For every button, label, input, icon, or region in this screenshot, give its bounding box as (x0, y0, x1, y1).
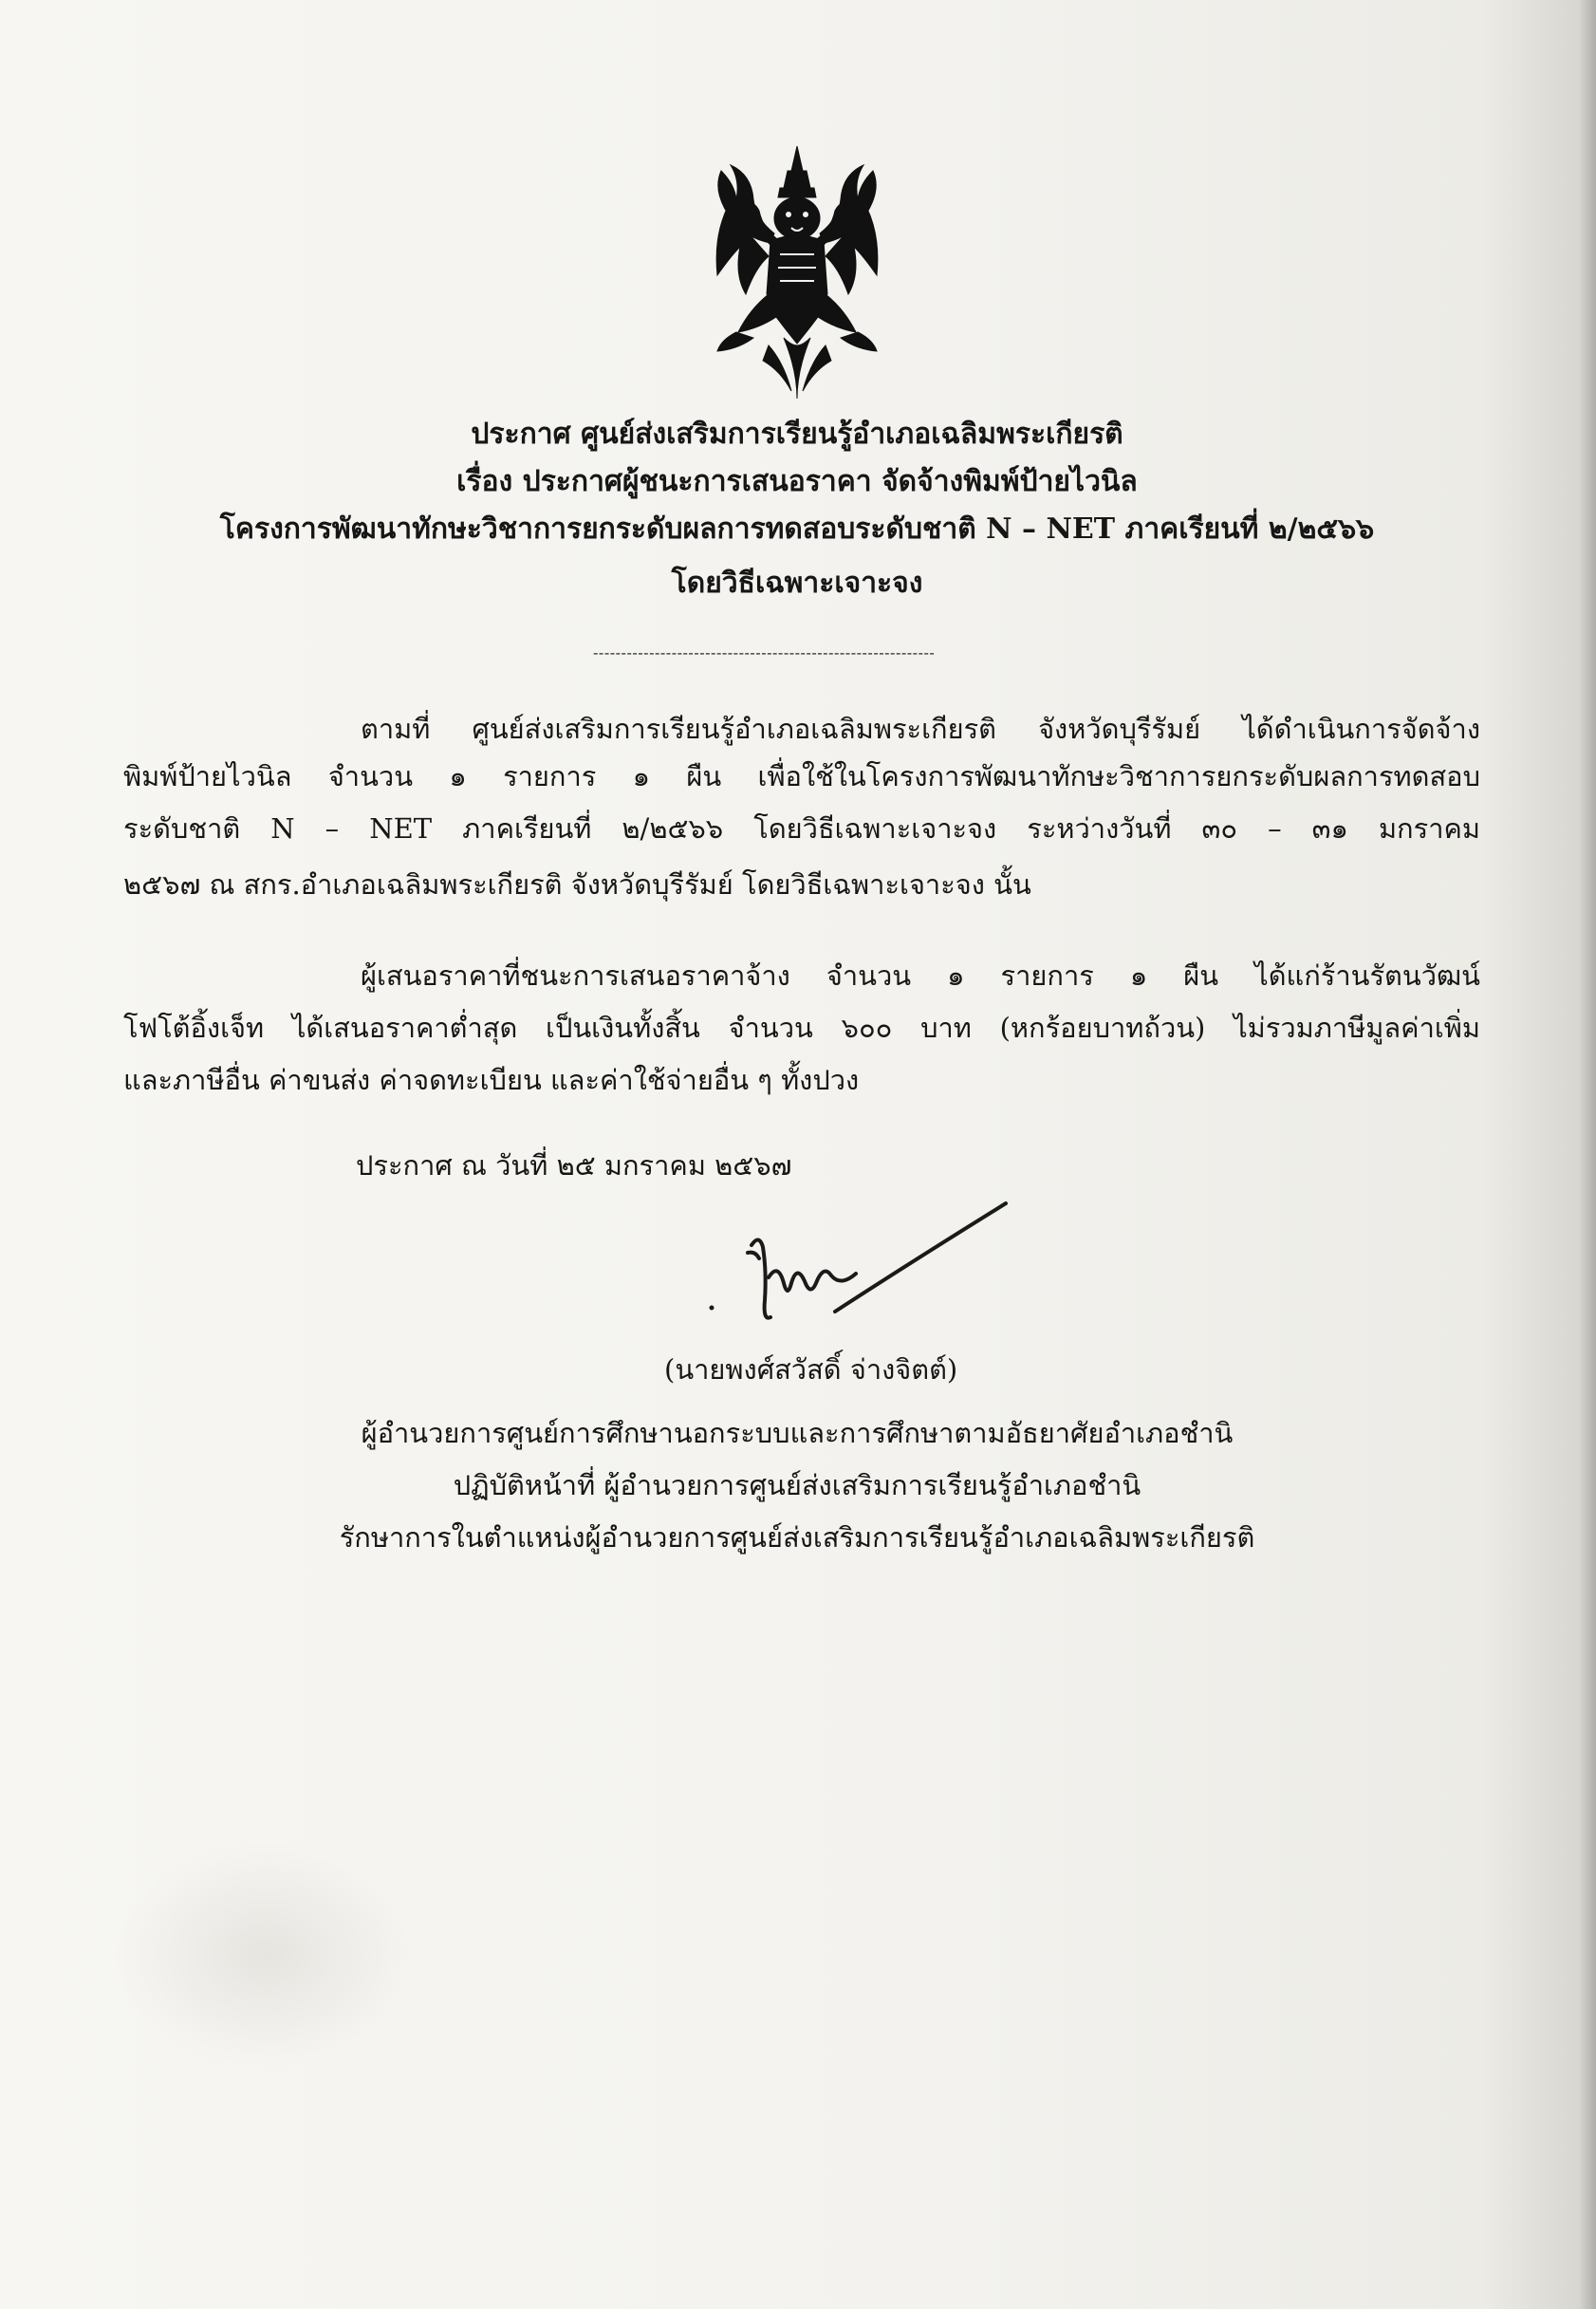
announcement-date: ประกาศ ณ วันที่ ๒๕ มกราคม ๒๕๖๗ (356, 1149, 792, 1182)
signatory-title-3: รักษาการในตำแหน่งผู้อำนวยการศูนย์ส่งเสริมการเรียนรู้อำเภอเฉลิมพระเกียรติ (339, 1521, 1255, 1554)
paragraph-1-line-4: ๒๕๖๗ ณ สกร.อำเภอเฉลิมพระเกียรติ จังหวัดบุรีรัมย์ โดยวิธีเฉพาะเจาะจง นั้น (123, 868, 1031, 901)
handwritten-signature-icon (693, 1196, 1053, 1338)
subject-line: เรื่อง ประกาศผู้ชนะการเสนอราคา จัดจ้างพิมพ์ป้ายไวนิล (456, 465, 1138, 498)
paragraph-1-line-2: พิมพ์ป้ายไวนิล จำนวน ๑ รายการ ๑ ผืน เพื่อใช้ในโครงการพัฒนาทักษะวิชาการยกระดับผลการทดสอบ (123, 760, 1480, 792)
signatory-name: (นายพงศ์สวัสดิ์ จ่างจิตต์) (664, 1353, 958, 1386)
project-title: โครงการพัฒนาทักษะวิชาการยกระดับผลการทดสอบระดับชาติ N – NET ภาคเรียนที่ ๒/๒๕๖๖ (219, 512, 1375, 546)
signatory-title-1: ผู้อำนวยการศูนย์การศึกษานอกระบบและการศึกษาตามอัธยาศัยอำเภอชำนิ (361, 1417, 1234, 1449)
paragraph-2-line-2: โฟโต้อิ้งเจ็ท ได้เสนอราคาต่ำสุด เป็นเงินทั้งสิ้น จำนวน ๖๐๐ บาท (หกร้อยบาทถ้วน) ไม่รวมภาษีมูลค่าเพิ่ม (123, 1012, 1480, 1044)
signatory-title-2: ปฏิบัติหน้าที่ ผู้อำนวยการศูนย์ส่งเสริมการเรียนรู้อำเภอชำนิ (453, 1469, 1141, 1501)
procurement-method: โดยวิธีเฉพาะเจาะจง (671, 567, 923, 600)
paper-smudge (114, 1841, 418, 2069)
paragraph-1-line-3: ระดับชาติ N – NET ภาคเรียนที่ ๒/๒๕๖๖ โดยวิธีเฉพาะเจาะจง ระหว่างวันที่ ๓๐ – ๓๑ มกราคม (123, 812, 1480, 845)
header-divider: ------------------------------------------------------------- (593, 643, 936, 661)
announcement-heading: ประกาศ ศูนย์ส่งเสริมการเรียนรู้อำเภอเฉลิมพระเกียรติ (471, 418, 1123, 451)
page-edge-shadow (1579, 0, 1596, 2309)
paragraph-2-line-1: ผู้เสนอราคาที่ชนะการเสนอราคาจ้าง จำนวน ๑ รายการ ๑ ผืน ได้แก่ร้านรัตนวัฒน์ (361, 959, 1480, 992)
paragraph-1-line-1: ตามที่ ศูนย์ส่งเสริมการเรียนรู้อำเภอเฉลิมพระเกียรติ จังหวัดบุรีรัมย์ ได้ดำเนินการจัดจ้าง (361, 713, 1480, 745)
garuda-emblem-icon (693, 142, 901, 408)
paragraph-2-line-3: และภาษีอื่น ค่าขนส่ง ค่าจดทะเบียน และค่าใช้จ่ายอื่น ๆ ทั้งปวง (123, 1064, 860, 1096)
